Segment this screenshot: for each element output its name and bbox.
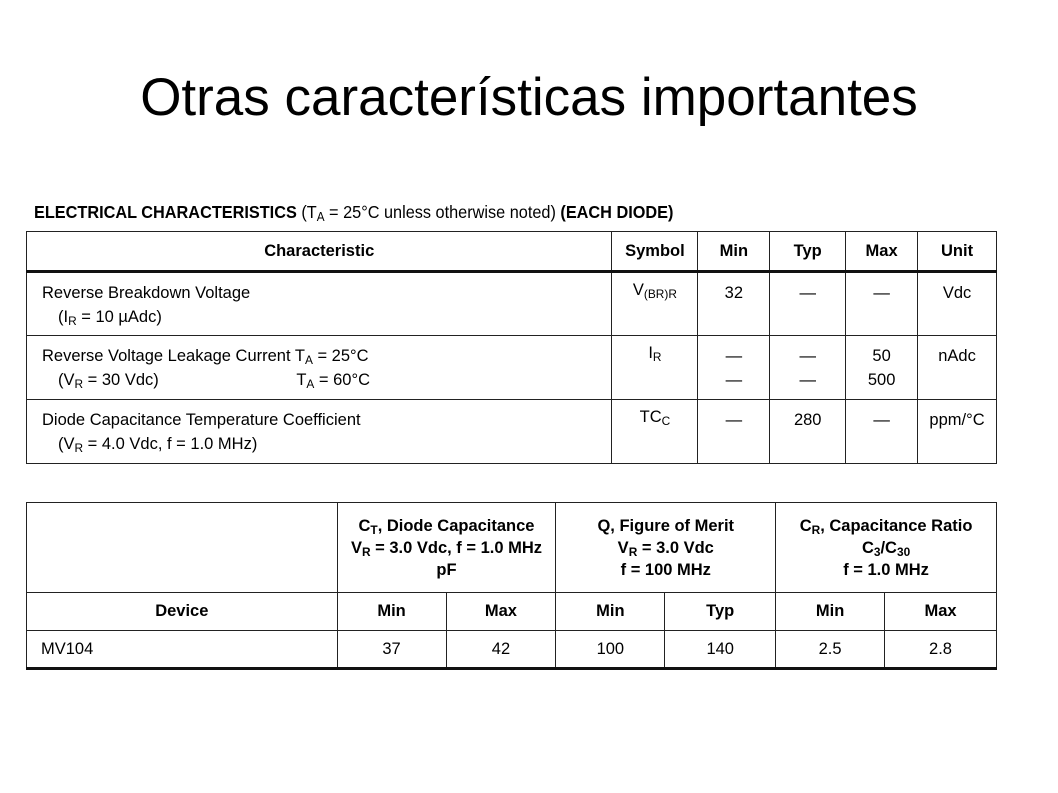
heading-bold: ELECTRICAL CHARACTERISTICS xyxy=(34,202,297,222)
electrical-characteristics-table xyxy=(26,231,997,464)
typ-cell xyxy=(770,272,846,336)
symbol-sub: R xyxy=(652,349,662,364)
symbol-main: V xyxy=(632,281,644,299)
min-cell xyxy=(698,272,770,336)
table-header-row xyxy=(27,232,997,272)
column-header-row xyxy=(27,593,997,631)
symbol-cell xyxy=(612,400,698,464)
header-line: Q, Figure of Merit xyxy=(597,516,735,535)
unit-value: Vdc xyxy=(942,284,972,302)
capacitance-ratio-header xyxy=(776,503,997,593)
header-cr-min: Min xyxy=(776,593,885,631)
cond-sub: R xyxy=(74,440,84,455)
symbol-sub: (BR)R xyxy=(643,286,677,301)
typ-value: — xyxy=(799,371,816,389)
table-row xyxy=(27,272,997,336)
hdr-sub: T xyxy=(370,522,378,537)
header-device: Device xyxy=(27,593,338,631)
min-value: — xyxy=(725,411,743,429)
hdr-pre: V xyxy=(617,538,629,557)
characteristic-cell xyxy=(27,272,612,336)
cond2-post: = 60°C xyxy=(314,371,370,389)
characteristic-name xyxy=(42,344,611,368)
header-cr-max: Max xyxy=(885,593,997,631)
hdr-sub: R xyxy=(628,544,638,559)
hdr-post: , Capacitance Ratio xyxy=(820,516,973,535)
characteristic-name: Diode Capacitance Temperature Coefficient xyxy=(42,411,361,429)
max-value: — xyxy=(873,284,890,302)
table-row xyxy=(27,336,997,400)
header-line: pF xyxy=(436,560,457,579)
hdr-post: = 3.0 Vdc xyxy=(637,538,714,557)
hdr-post: , Diode Capacitance xyxy=(377,516,535,535)
min-cell xyxy=(698,336,770,400)
characteristic-condition xyxy=(42,368,611,392)
typ-cell xyxy=(770,336,846,400)
characteristic-condition xyxy=(42,432,611,456)
hdr-post: = 3.0 Vdc, f = 1.0 MHz xyxy=(370,538,543,557)
group-header-row xyxy=(27,503,997,593)
cond-sub: R xyxy=(74,376,84,391)
max-value: — xyxy=(873,411,890,429)
max-cell xyxy=(846,400,918,464)
heading-cond-suffix: = 25°C unless otherwise noted) xyxy=(324,202,561,222)
slide-title: Otras características importantes xyxy=(140,68,918,127)
symbol-sub: C xyxy=(661,413,671,428)
cond-pre: (I xyxy=(58,308,69,326)
header-unit: Unit xyxy=(918,232,997,272)
header-line: f = 1.0 MHz xyxy=(843,560,929,579)
cond2-pre: T xyxy=(296,371,307,389)
characteristic-name: Reverse Breakdown Voltage xyxy=(42,284,251,302)
cr-max-cell: 2.8 xyxy=(885,631,997,669)
max-cell xyxy=(846,336,918,400)
cond-sub: R xyxy=(68,313,77,328)
max-value: 50 xyxy=(872,347,891,365)
electrical-characteristics-heading xyxy=(34,202,673,223)
table-row xyxy=(27,400,997,464)
hdr-b-sub: 30 xyxy=(896,544,911,559)
hdr-pre: V xyxy=(350,538,362,557)
hdr-sub: R xyxy=(361,544,371,559)
typ-value: — xyxy=(799,284,816,302)
figure-of-merit-header xyxy=(556,503,776,593)
q-min-cell: 100 xyxy=(556,631,665,669)
hdr-a-sub: 3 xyxy=(873,544,881,559)
header-line xyxy=(776,537,996,559)
hdr-pre: C xyxy=(358,516,371,535)
symbol-cell xyxy=(612,272,698,336)
header-q-min: Min xyxy=(556,593,665,631)
hdr-a: C xyxy=(861,538,874,557)
ct-min-cell: 37 xyxy=(337,631,446,669)
cond-pre: (V xyxy=(58,435,75,453)
typ-cell xyxy=(770,400,846,464)
max-value: 500 xyxy=(867,371,896,389)
char-post: = 25°C xyxy=(312,347,369,365)
hdr-sub: R xyxy=(811,522,821,537)
cond-left xyxy=(58,368,159,392)
heading-cond-sub: A xyxy=(316,210,325,225)
cond-post: = 10 µAdc) xyxy=(76,308,162,326)
char-pre: Reverse Voltage Leakage Current T xyxy=(42,347,305,365)
heading-cond-prefix: (T xyxy=(296,202,317,222)
device-cell: MV104 xyxy=(27,631,338,669)
header-typ: Typ xyxy=(770,232,846,272)
ct-max-cell: 42 xyxy=(446,631,556,669)
hdr-pre: C xyxy=(799,516,812,535)
cond-post: = 30 Vdc) xyxy=(83,371,159,389)
empty-header-cell xyxy=(27,503,338,593)
characteristic-cell xyxy=(27,336,612,400)
header-max: Max xyxy=(846,232,918,272)
typ-value: — xyxy=(799,347,816,365)
header-symbol: Symbol xyxy=(612,232,698,272)
table-row xyxy=(27,631,997,669)
max-cell xyxy=(846,272,918,336)
header-line xyxy=(338,515,556,537)
min-cell xyxy=(698,400,770,464)
heading-each-diode: (EACH DIODE) xyxy=(560,202,674,222)
char-sub: A xyxy=(304,352,313,367)
cr-min-cell: 2.5 xyxy=(776,631,885,669)
characteristic-condition xyxy=(42,305,611,329)
header-ct-min: Min xyxy=(337,593,446,631)
header-line: f = 100 MHz xyxy=(620,560,711,579)
typ-value: 280 xyxy=(793,411,822,429)
symbol-main: TC xyxy=(639,408,662,426)
symbol-cell xyxy=(612,336,698,400)
header-characteristic: Characteristic xyxy=(27,232,612,272)
q-typ-cell: 140 xyxy=(665,631,776,669)
unit-value: ppm/°C xyxy=(929,411,985,429)
unit-cell xyxy=(918,400,997,464)
header-ct-max: Max xyxy=(446,593,556,631)
unit-cell xyxy=(918,272,997,336)
hdr-b: /C xyxy=(880,538,897,557)
cond-pre: (V xyxy=(58,371,75,389)
device-parameters-table xyxy=(26,502,997,670)
characteristic-cell xyxy=(27,400,612,464)
min-value: — xyxy=(725,347,743,365)
min-value: — xyxy=(725,371,743,389)
unit-value: nAdc xyxy=(938,347,976,365)
cond-right xyxy=(296,368,370,392)
diode-capacitance-header xyxy=(337,503,556,593)
header-min: Min xyxy=(698,232,770,272)
min-value: 32 xyxy=(724,284,743,302)
header-line xyxy=(338,537,556,559)
unit-cell xyxy=(918,336,997,400)
header-line xyxy=(556,537,775,559)
cond2-sub: A xyxy=(306,376,315,391)
cond-post: = 4.0 Vdc, f = 1.0 MHz) xyxy=(83,435,258,453)
header-q-typ: Typ xyxy=(665,593,776,631)
header-line xyxy=(776,515,996,537)
symbol-main: I xyxy=(648,344,653,362)
